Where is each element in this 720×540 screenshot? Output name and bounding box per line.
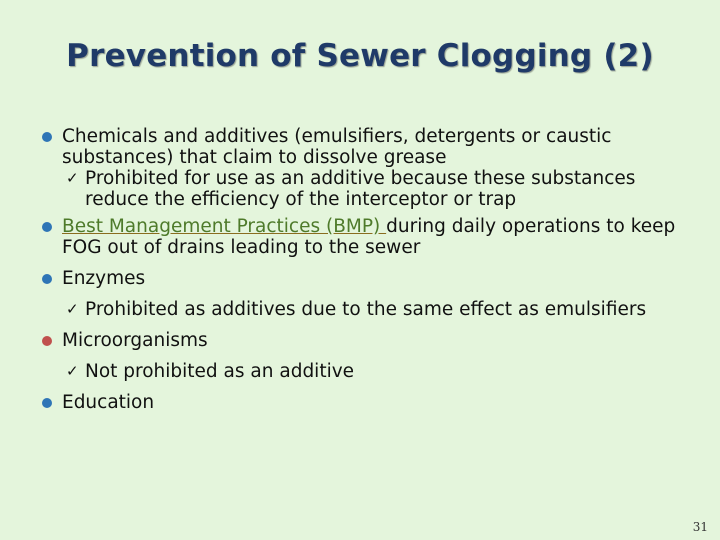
bullet-text: during daily operations to keep FOG out of drains leading to the sewer [62, 216, 676, 258]
bullet-microorganisms [40, 330, 690, 351]
slide-content [40, 126, 690, 413]
bullet-chemicals [40, 126, 690, 168]
sub-bullet-text: Prohibited for use as an additive because these substances reduce the efficiency of the interceptor or trap [85, 168, 636, 210]
slide-title: Prevention of Sewer Clogging (2) [66, 38, 654, 74]
bullet-education [40, 392, 690, 413]
checkmark-icon: ✓ [66, 300, 79, 318]
sub-bullet-microorganisms [40, 361, 690, 382]
sub-bullet-chemicals [40, 168, 690, 210]
page-number: 31 [692, 520, 708, 534]
sub-bullet-text: Not prohibited as an additive [85, 361, 355, 382]
bullet-text: Chemicals and additives (emulsifiers, detergents or caustic substances) that claim to dissolve grease [62, 126, 612, 168]
bullet-dot-icon [42, 222, 52, 232]
bullet-dot-icon [42, 274, 52, 284]
bullet-text: Enzymes [62, 268, 146, 289]
bmp-link[interactable]: Best Management Practices (BMP) [62, 216, 387, 237]
checkmark-icon: ✓ [66, 169, 79, 187]
sub-bullet-enzymes [40, 299, 690, 320]
bullet-dot-icon [42, 336, 52, 346]
bullet-dot-icon [42, 132, 52, 142]
bullet-dot-icon [42, 398, 52, 408]
sub-bullet-text: Prohibited as additives due to the same effect as emulsifiers [85, 299, 647, 320]
bullet-text: Education [62, 392, 155, 413]
bullet-text: Microorganisms [62, 330, 208, 351]
checkmark-icon: ✓ [66, 362, 79, 380]
bullet-bmp [40, 216, 690, 258]
bullet-enzymes [40, 268, 690, 289]
